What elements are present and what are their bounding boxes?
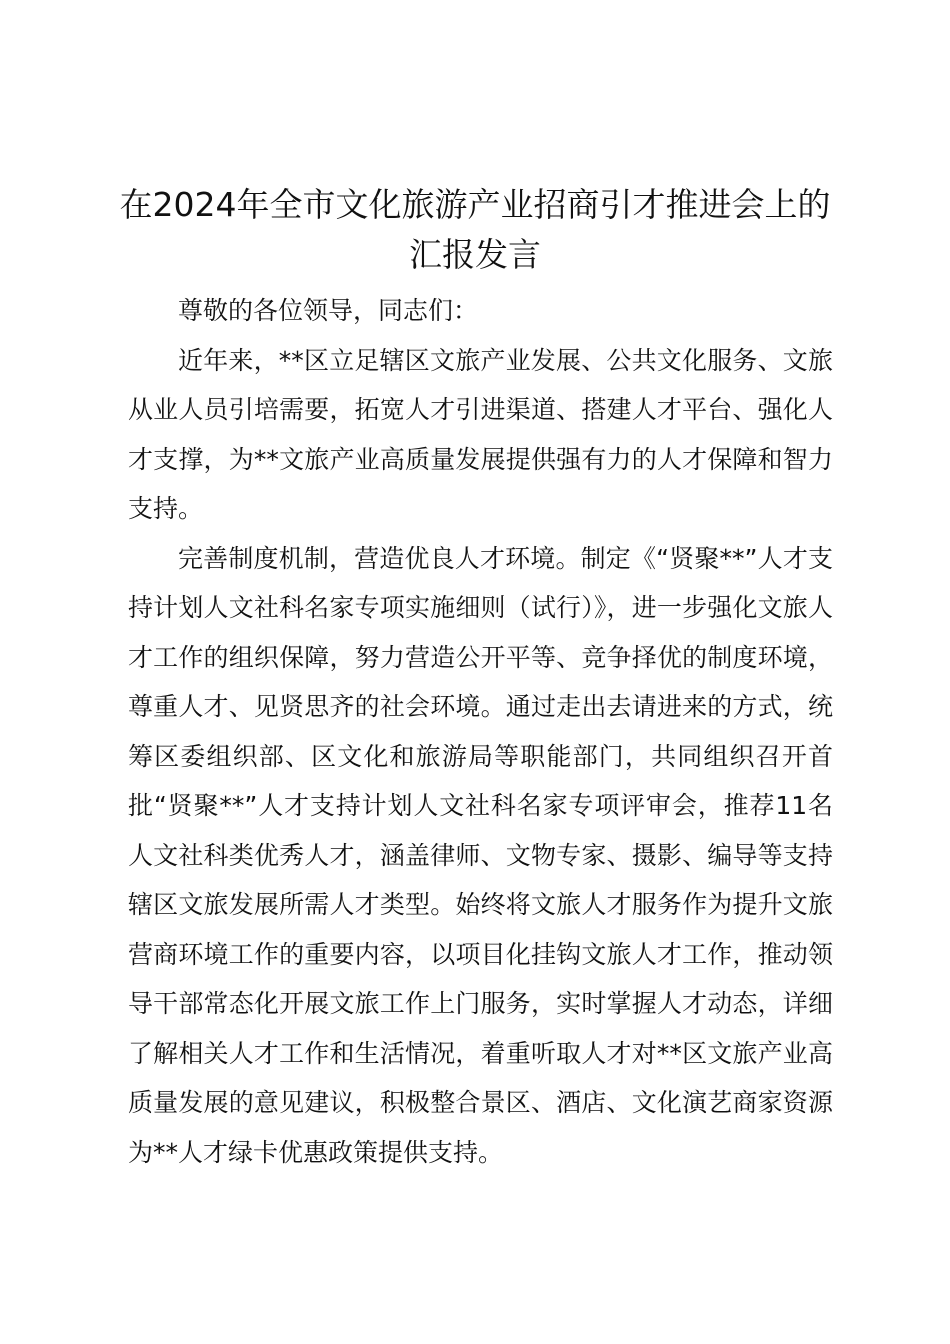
paragraph-mechanism: 完善制度机制，营造优良人才环境。制定《“贤聚**”人才支持计划人文社科名家专项实施细则（试行）》，进一步强化文旅人才工作的组织保障，努力营造公开平等、竞争择优的制度环境，尊重人才、见贤思齐的社会环境。通过走出去请进来的方式，统筹区委组织部、区文化和旅游局等职能部门，共同组织召开首批“贤聚**”人才支持计划人文社科名家专项评审会，推荐11名人文社科类优秀人才，涵盖律师、文物专家、摄影、编导等支持辖区文旅发展所需人才类型。始终将文旅人才服务作为提升文旅营商环境工作的重要内容，以项目化挂钩文旅人才工作，推动领导干部常态化开展文旅工作上门服务，实时掌握人才动态，详细了解相关人才工作和生活情况，着重听取人才对**区文旅产业高质量发展的意见建议，积极整合景区、酒店、文化演艺商家资源为**人才绿卡优惠政策提供支持。: [128, 543, 833, 1167]
paragraph-intro: 近年来，**区立足辖区文旅产业发展、公共文化服务、文旅从业人员引培需要，拓宽人才引进渠道、搭建人才平台、强化人才支撑，为**文旅产业高质量发展提供强有力的人才保障和智力支持。: [128, 345, 833, 523]
salutation: 尊敬的各位领导，同志们：: [178, 296, 479, 325]
document-title: 在2024年全市文化旅游产业招商引才推进会上的汇报发言: [119, 185, 831, 274]
document-body: [128, 286, 833, 1177]
